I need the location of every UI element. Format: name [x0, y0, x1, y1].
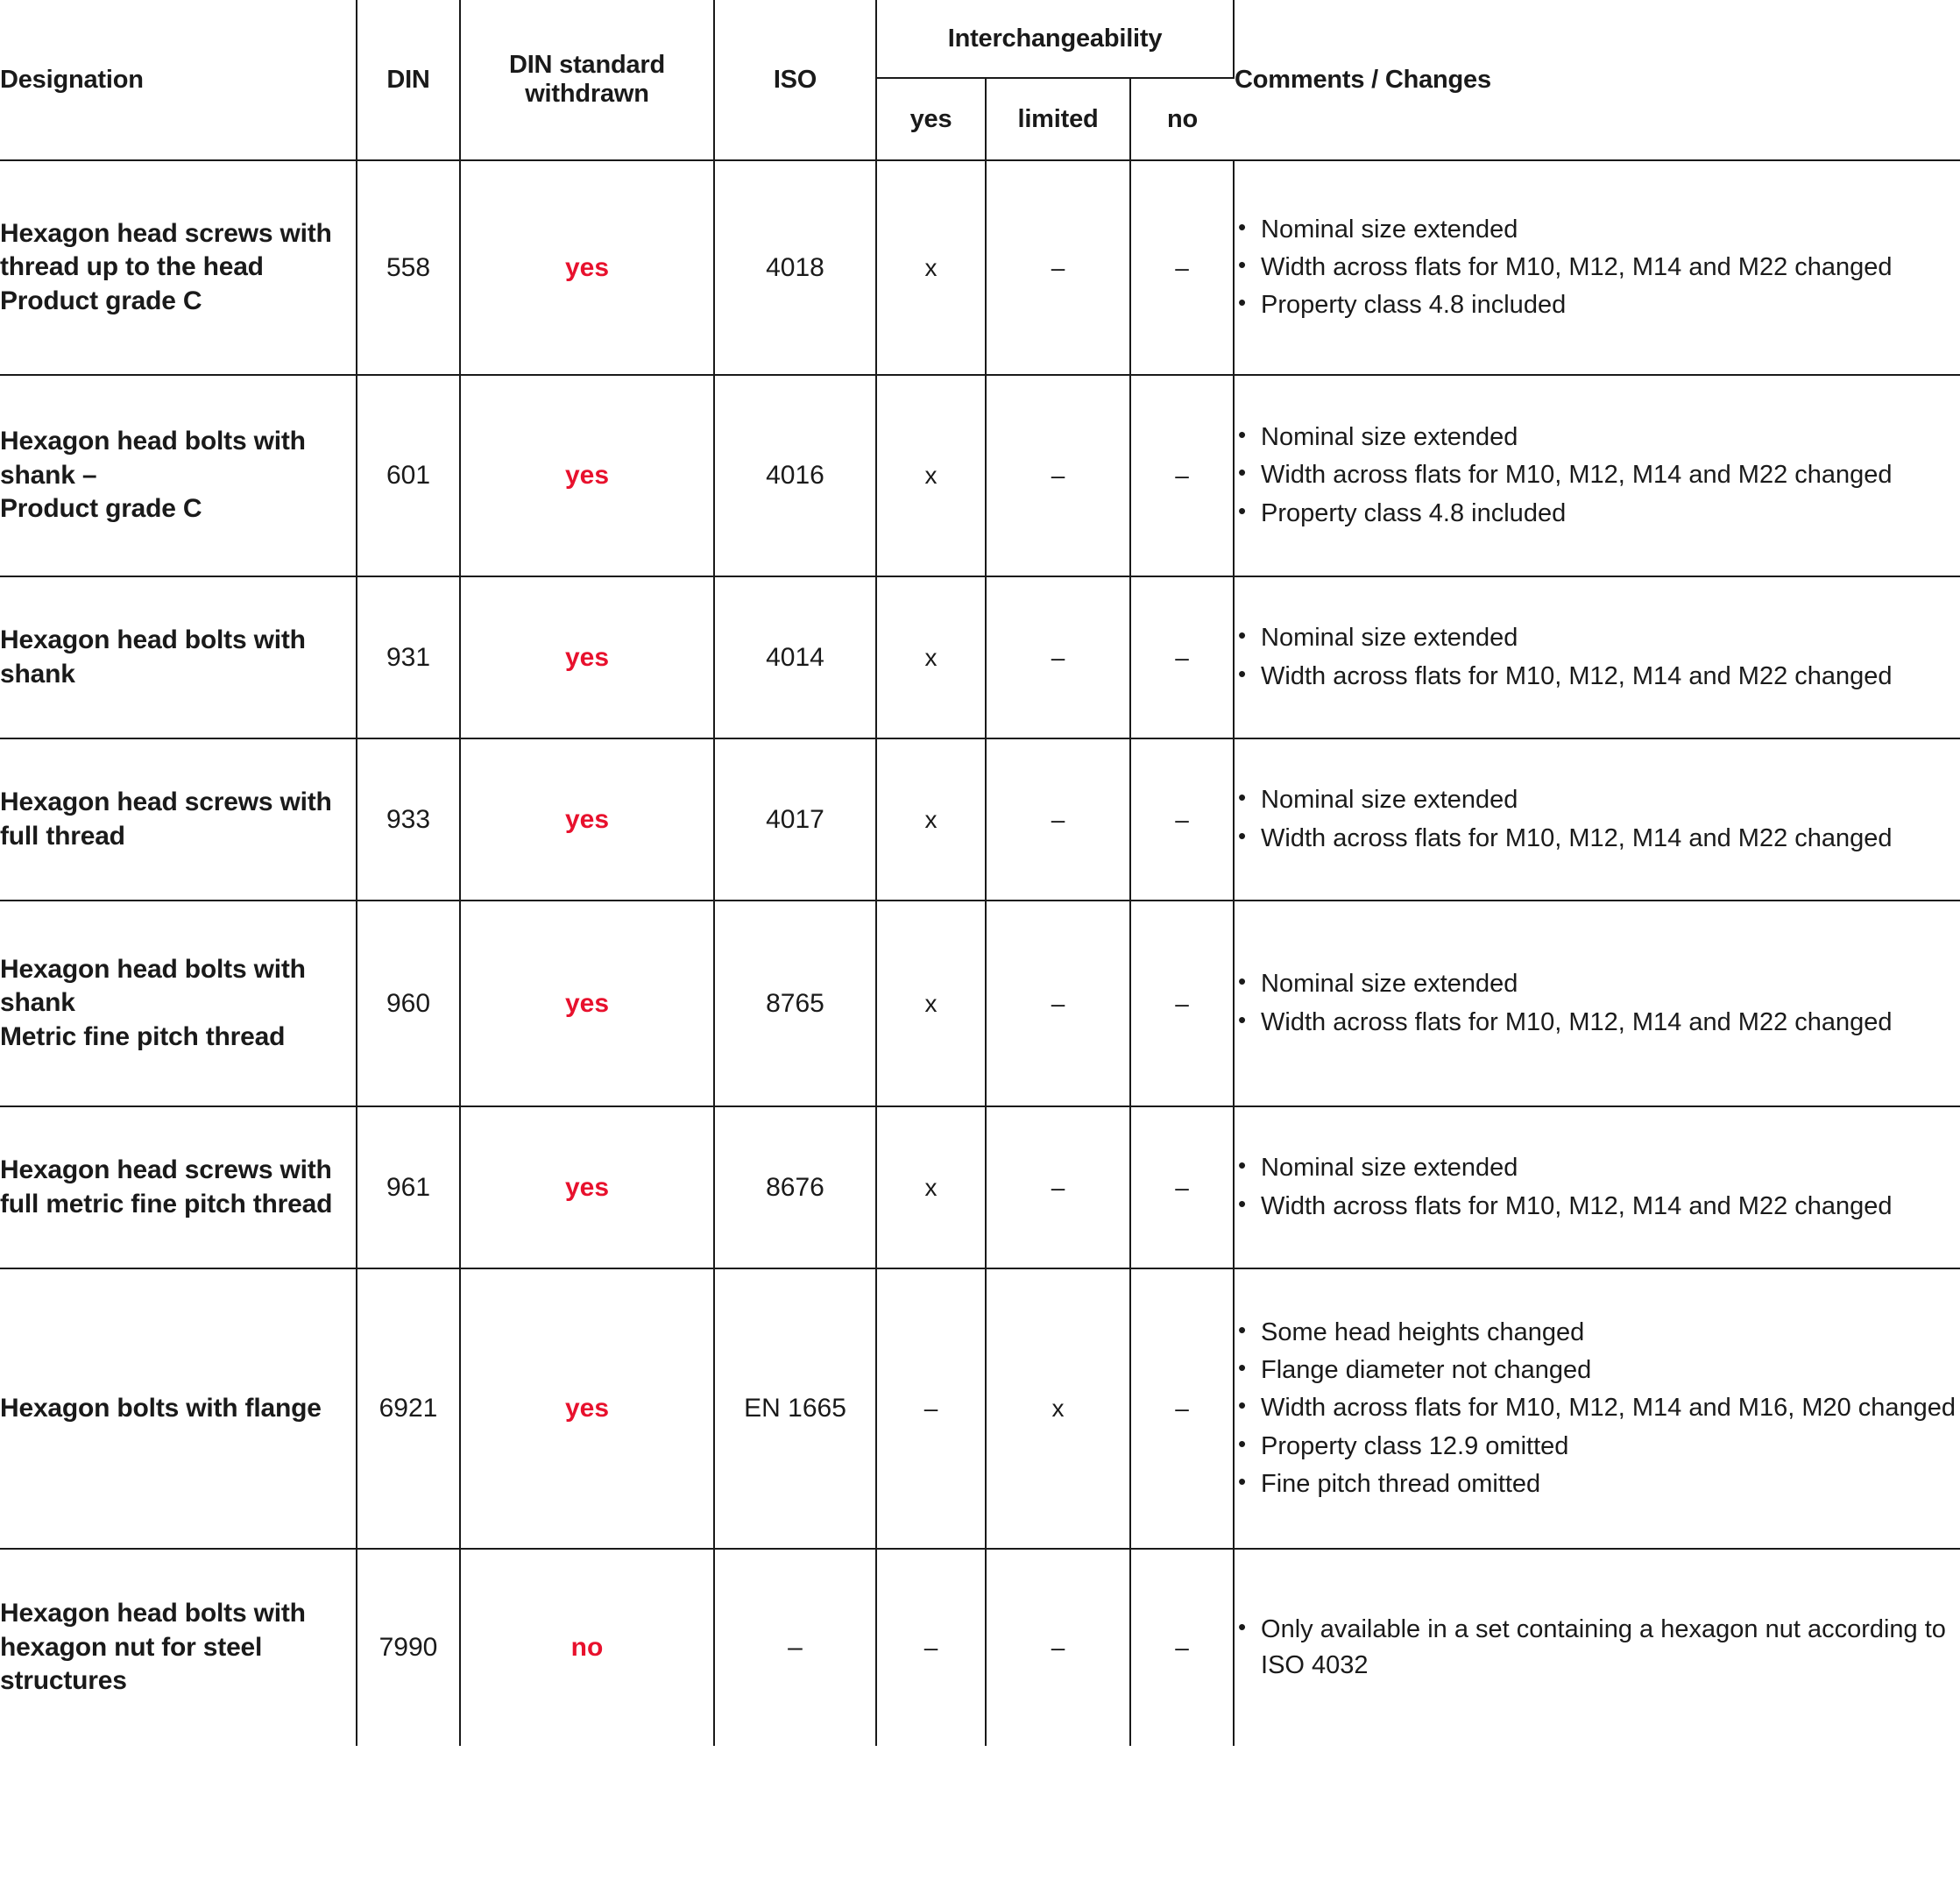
- comment-item: • Only available in a set containing a hexagon nut according to ISO 4032: [1235, 1612, 1960, 1684]
- cell-interchangeability-no: –: [1130, 1549, 1234, 1746]
- cell-din-standard-withdrawn: yes: [460, 160, 714, 375]
- cell-din-number: 960: [357, 901, 460, 1106]
- cell-iso-number: 4014: [714, 576, 876, 738]
- comment-item: • Width across flats for M10, M12, M14 and M22 changed: [1235, 1005, 1960, 1041]
- cell-interchangeability-yes: x: [876, 160, 986, 375]
- cell-interchangeability-no: –: [1130, 1268, 1234, 1549]
- column-header-din-standard-withdrawn: DIN standard withdrawn: [460, 0, 714, 160]
- cell-interchangeability-limited: –: [986, 738, 1130, 901]
- cell-designation: Hexagon head bolts with hexagon nut for steel structures: [0, 1549, 357, 1746]
- cell-comments-changes: [1234, 1549, 1960, 1746]
- comment-item: • Nominal size extended: [1235, 212, 1960, 248]
- cell-interchangeability-limited: –: [986, 1549, 1130, 1746]
- cell-iso-number: –: [714, 1549, 876, 1746]
- table-header: [0, 0, 1960, 160]
- comment-item: • Property class 4.8 included: [1235, 287, 1960, 323]
- cell-interchangeability-yes: x: [876, 738, 986, 901]
- cell-din-standard-withdrawn: yes: [460, 901, 714, 1106]
- cell-comments-changes: [1234, 1268, 1960, 1549]
- cell-din-number: 7990: [357, 1549, 460, 1746]
- cell-din-number: 558: [357, 160, 460, 375]
- cell-din-number: 961: [357, 1106, 460, 1268]
- comment-item: • Some head heights changed: [1235, 1315, 1960, 1351]
- cell-comments-changes: [1234, 160, 1960, 375]
- table-row: [0, 375, 1960, 576]
- comment-item: • Fine pitch thread omitted: [1235, 1466, 1960, 1502]
- cell-din-number: 601: [357, 375, 460, 576]
- cell-designation: Hexagon head screws with full metric fine pitch thread: [0, 1106, 357, 1268]
- cell-designation: Hexagon head bolts with shank Metric fine pitch thread: [0, 901, 357, 1106]
- comment-item: • Property class 4.8 included: [1235, 496, 1960, 532]
- column-header-iso: ISO: [714, 0, 876, 160]
- column-header-interchangeability-limited: limited: [986, 78, 1130, 160]
- cell-interchangeability-limited: –: [986, 576, 1130, 738]
- cell-interchangeability-yes: –: [876, 1268, 986, 1549]
- cell-din-number: 931: [357, 576, 460, 738]
- cell-interchangeability-limited: –: [986, 160, 1130, 375]
- cell-designation: Hexagon head screws with full thread: [0, 738, 357, 901]
- table-row: [0, 160, 1960, 375]
- comment-item: • Width across flats for M10, M12, M14 and M22 changed: [1235, 1189, 1960, 1225]
- comment-item: • Width across flats for M10, M12, M14 and M22 changed: [1235, 659, 1960, 695]
- cell-iso-number: EN 1665: [714, 1268, 876, 1549]
- comment-item: • Width across flats for M10, M12, M14 and M22 changed: [1235, 457, 1960, 493]
- cell-comments-changes: [1234, 901, 1960, 1106]
- cell-din-standard-withdrawn: yes: [460, 1106, 714, 1268]
- cell-designation: Hexagon head bolts with shank: [0, 576, 357, 738]
- cell-din-standard-withdrawn: no: [460, 1549, 714, 1746]
- cell-interchangeability-no: –: [1130, 576, 1234, 738]
- comment-item: • Width across flats for M10, M12, M14 and M22 changed: [1235, 250, 1960, 286]
- cell-comments-changes: [1234, 1106, 1960, 1268]
- cell-din-standard-withdrawn: yes: [460, 738, 714, 901]
- column-header-designation: Designation: [0, 0, 357, 160]
- comment-item: • Property class 12.9 omitted: [1235, 1429, 1960, 1465]
- cell-interchangeability-no: –: [1130, 1106, 1234, 1268]
- comment-item: • Width across flats for M10, M12, M14 and M16, M20 changed: [1235, 1390, 1960, 1426]
- cell-interchangeability-yes: x: [876, 901, 986, 1106]
- cell-interchangeability-no: –: [1130, 901, 1234, 1106]
- cell-din-standard-withdrawn: yes: [460, 1268, 714, 1549]
- comments-list: [1235, 1150, 1960, 1224]
- comment-item: • Nominal size extended: [1235, 782, 1960, 818]
- column-header-interchangeability-no: no: [1130, 78, 1234, 160]
- comment-item: • Nominal size extended: [1235, 420, 1960, 456]
- table-row: [0, 738, 1960, 901]
- table-row: [0, 1268, 1960, 1549]
- cell-interchangeability-limited: x: [986, 1268, 1130, 1549]
- cell-interchangeability-yes: x: [876, 375, 986, 576]
- cell-interchangeability-limited: –: [986, 1106, 1130, 1268]
- cell-iso-number: 4018: [714, 160, 876, 375]
- cell-interchangeability-no: –: [1130, 738, 1234, 901]
- table-body: [0, 160, 1960, 1746]
- comments-list: [1235, 782, 1960, 856]
- comment-item: • Flange diameter not changed: [1235, 1353, 1960, 1388]
- comment-item: • Nominal size extended: [1235, 620, 1960, 656]
- column-header-interchangeability: Interchangeability: [876, 0, 1234, 78]
- cell-comments-changes: [1234, 576, 1960, 738]
- cell-interchangeability-no: –: [1130, 160, 1234, 375]
- comments-list: [1235, 620, 1960, 694]
- table-header-row-primary: [0, 0, 1960, 78]
- cell-designation: Hexagon head bolts with shank – Product grade C: [0, 375, 357, 576]
- cell-iso-number: 4017: [714, 738, 876, 901]
- cell-din-standard-withdrawn: yes: [460, 375, 714, 576]
- cell-comments-changes: [1234, 375, 1960, 576]
- cell-interchangeability-limited: –: [986, 375, 1130, 576]
- cell-din-standard-withdrawn: yes: [460, 576, 714, 738]
- cell-iso-number: 4016: [714, 375, 876, 576]
- cell-iso-number: 8676: [714, 1106, 876, 1268]
- comment-item: • Nominal size extended: [1235, 966, 1960, 1002]
- cell-interchangeability-yes: x: [876, 576, 986, 738]
- cell-comments-changes: [1234, 738, 1960, 901]
- comments-list: [1235, 212, 1960, 324]
- cell-iso-number: 8765: [714, 901, 876, 1106]
- comments-list: [1235, 1612, 1960, 1684]
- cell-interchangeability-yes: –: [876, 1549, 986, 1746]
- cell-din-number: 933: [357, 738, 460, 901]
- cell-interchangeability-limited: –: [986, 901, 1130, 1106]
- cell-din-number: 6921: [357, 1268, 460, 1549]
- cell-interchangeability-no: –: [1130, 375, 1234, 576]
- column-header-interchangeability-yes: yes: [876, 78, 986, 160]
- cell-designation: Hexagon head screws with thread up to the head Product grade C: [0, 160, 357, 375]
- table-row: [0, 1106, 1960, 1268]
- table-row: [0, 576, 1960, 738]
- table-row: [0, 1549, 1960, 1746]
- comment-item: • Nominal size extended: [1235, 1150, 1960, 1186]
- cell-interchangeability-yes: x: [876, 1106, 986, 1268]
- comments-list: [1235, 1315, 1960, 1502]
- comments-list: [1235, 420, 1960, 532]
- comment-item: • Width across flats for M10, M12, M14 and M22 changed: [1235, 821, 1960, 857]
- column-header-din: DIN: [357, 0, 460, 160]
- comments-list: [1235, 966, 1960, 1040]
- cell-designation: Hexagon bolts with flange: [0, 1268, 357, 1549]
- table-row: [0, 901, 1960, 1106]
- column-header-comments-changes: Comments / Changes: [1234, 0, 1960, 160]
